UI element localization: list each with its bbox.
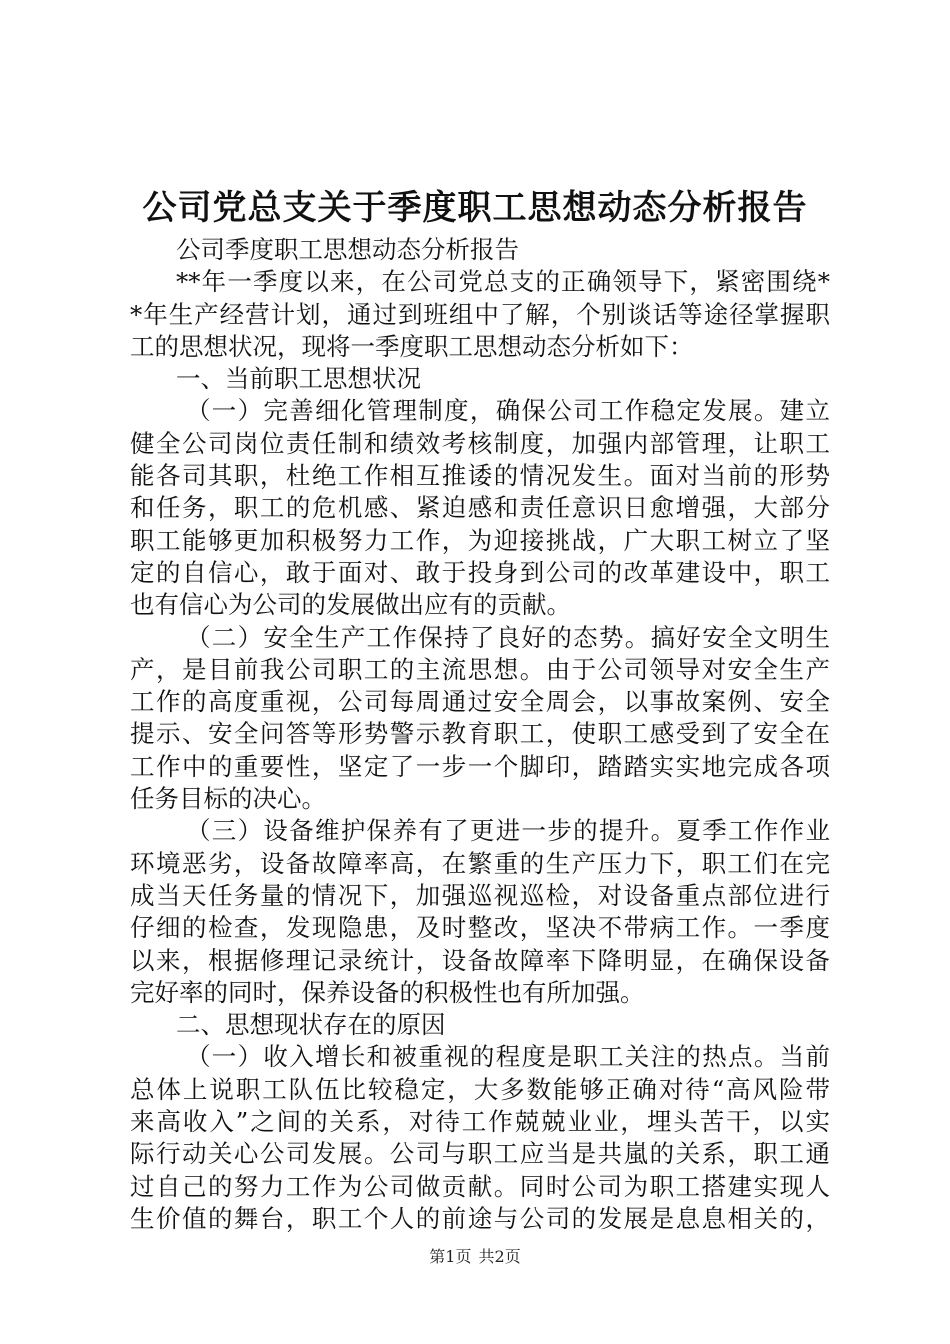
subtitle-line: 公司季度职工思想动态分析报告 — [176, 235, 519, 264]
paragraph-line: 工作中的重要性，坚定了一步一个脚印，踏踏实实地完成各项 — [130, 751, 830, 781]
paragraph-line: 际行动关心公司发展。公司与职工应当是共嵐的关系，职工通 — [130, 1139, 830, 1169]
paragraph-line: 成当天任务量的情况下，加强巡视巡检，对设备重点部位进行 — [130, 880, 830, 910]
paragraph-line: 健全公司岗位责任制和绩效考核制度，加强内部管理，让职工 — [130, 428, 830, 458]
paragraph-line: 能各司其职，杜绝工作相互推诿的情况发生。面对当前的形势 — [130, 461, 830, 491]
paragraph-line: 过自己的努力工作为公司做贡献。同时公司为职工搭建实现人 — [130, 1171, 830, 1201]
paragraph-line: 生价值的舞台，职工个人的前途与公司的发展是息息相关的， — [130, 1203, 830, 1233]
paragraph-line: 完好率的同时，保养设备的积极性也有所加强。 — [130, 977, 645, 1007]
paragraph-line: 工作的高度重视，公司每周通过安全周会，以事故案例、安全 — [130, 687, 830, 717]
paragraph-line: 以来，根据修理记录统计，设备故障率下降明显，在确保设备 — [130, 945, 830, 975]
paragraph-line: （一）收入增长和被重视的程度是职工关注的热点。当前 — [186, 1042, 830, 1072]
paragraph-line: 来高收入”之间的关系，对待工作兢兢业业，埋头苦干，以实 — [130, 1107, 830, 1137]
paragraph-line: （二）安全生产工作保持了良好的态势。搞好安全文明生 — [186, 622, 830, 652]
paragraph-line: 职工能够更加积极努力工作，为迎接挑战，广大职工树立了坚 — [130, 525, 830, 555]
page-footer — [0, 1247, 950, 1267]
page-number: 第1页 — [429, 1247, 472, 1266]
section-heading: 一、当前职工思想状况 — [176, 364, 421, 394]
paragraph-line: 任务目标的决心。 — [130, 784, 326, 814]
paragraph-line: *年生产经营计划，通过到班组中了解，个别谈话等途径掌握职 — [130, 299, 830, 329]
paragraph-line: 仔细的检查，发现隐患，及时整改，坚决不带病工作。一季度 — [130, 913, 830, 943]
document-body — [130, 234, 830, 1235]
paragraph-line: 和任务，职工的危机感、紧迫感和责任意识日愈增强，大部分 — [130, 493, 830, 523]
section-heading: 二、思想现状存在的原因 — [176, 1010, 446, 1040]
document-title: 公司党总支关于季度职工思想动态分析报告 — [142, 188, 808, 228]
paragraph-line: 定的自信心，敢于面对、敢于投身到公司的改革建设中，职工 — [130, 557, 830, 587]
paragraph-line: 提示、安全问答等形势警示教育职工，使职工感受到了安全在 — [130, 719, 830, 749]
paragraph-line: （三）设备维护保养有了更进一步的提升。夏季工作作业 — [186, 816, 830, 846]
paragraph-line: **年一季度以来，在公司党总支的正确领导下，紧密围绕* — [176, 267, 830, 297]
paragraph-line: 环境恶劣，设备故障率高，在繁重的生产压力下，职工们在完 — [130, 848, 830, 878]
paragraph-line: （一）完善细化管理制度，确保公司工作稳定发展。建立 — [186, 396, 830, 426]
paragraph-line: 产，是目前我公司职工的主流思想。由于公司领导对安全生产 — [130, 654, 830, 684]
paragraph-line: 工的思想状况，现将一季度职工思想动态分析如下： — [130, 331, 694, 361]
page-total: 共2页 — [478, 1247, 521, 1266]
paragraph-line: 也有信心为公司的发展做出应有的贡献。 — [130, 590, 571, 620]
paragraph-line: 总体上说职工队伍比较稳定，大多数能够正确对待“高风险带 — [130, 1074, 830, 1104]
